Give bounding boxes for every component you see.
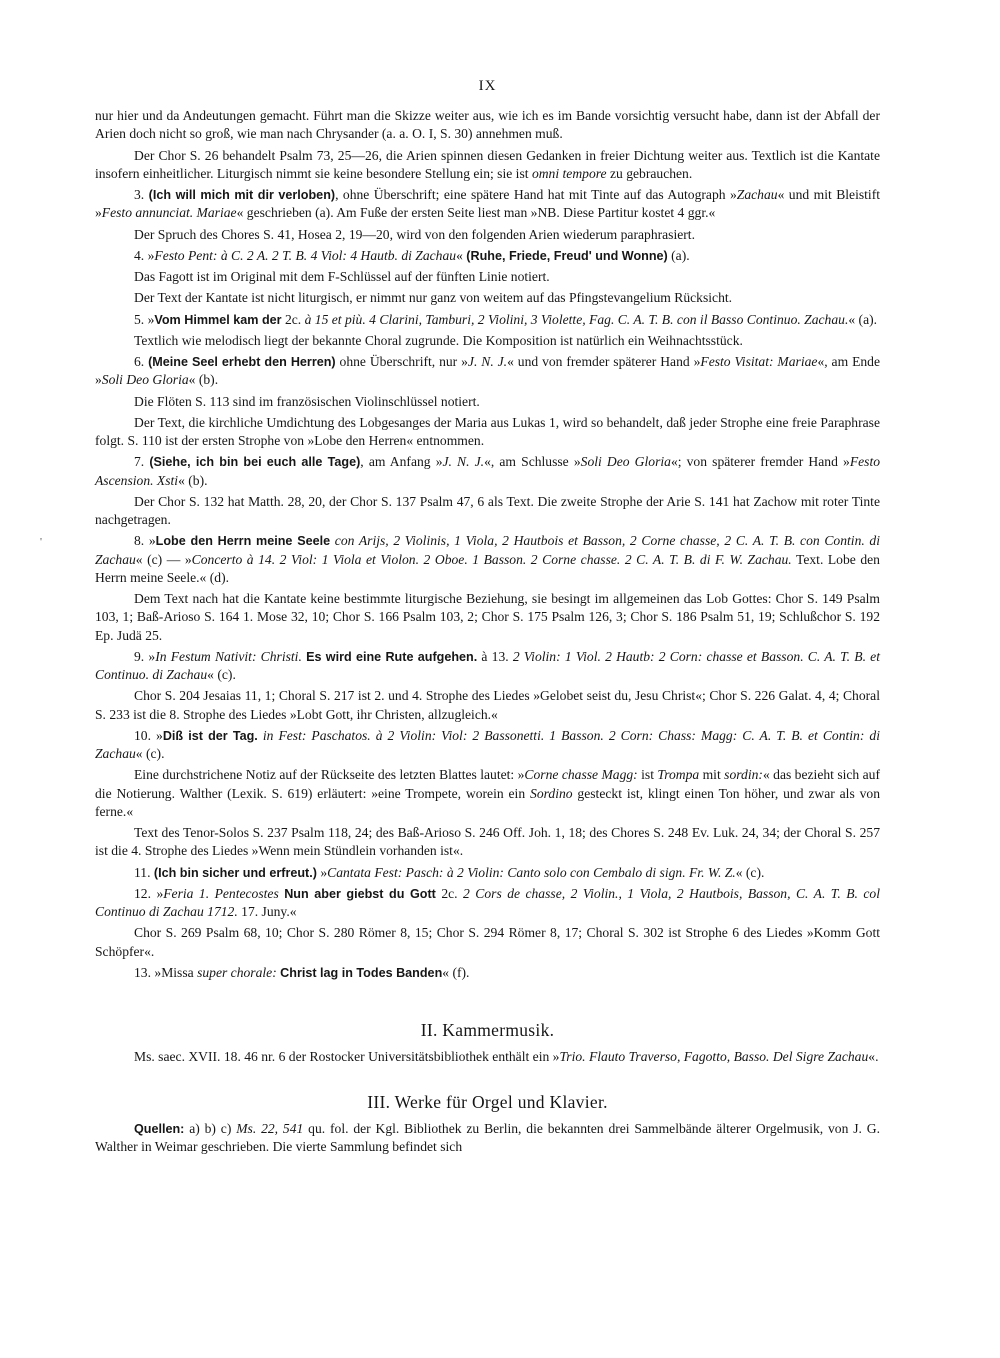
cantata-list [95,107,880,982]
paragraph [95,964,880,982]
paragraph [95,147,880,184]
paragraph [95,414,880,451]
italic-run: 2 Violin: 1 Viol. 2 Hautb: 2 Corn: chasse et Basson. C. A. T. B. et Continuo. di Zachau [95,648,880,682]
paragraph [95,648,880,685]
paragraph [95,247,880,265]
text-run: gesteckt ist, klingt einen Ton höher, und zwar als von ferne.« [95,785,880,819]
paragraph [95,864,880,882]
italic-run: J. N. J. [467,354,508,369]
paragraph [95,766,880,821]
text-run: Der Spruch des Chores S. 41, Hosea 2, 19—20, wird von den folgenden Arien wiederum paraphrasiert. [134,226,695,242]
italic-run: In Festum Nativit: Christi. [155,648,302,664]
text-run: « und von fremder späterer Hand » [507,354,701,369]
text-run: 6. [134,354,149,369]
text-run: 12. » [134,885,164,901]
italic-run: Trio. Flauto Traverso, Fagotto, Basso. Del Sigre Zachau [559,1049,869,1065]
page-number: IX [478,78,497,94]
text-run: 10. » [134,727,163,743]
text-run: a) b) c) [184,1120,237,1136]
text-run: 4. » [134,247,155,263]
italic-run: super chorale: [197,964,277,980]
text-run: 2c. [281,311,305,327]
text-run: qu. fol. der Kgl. Bibliothek zu Berlin, die bekannten drei Sammelbände älterer Orgelmusik, von J. G. Walther in Weimar geschrieben. Die vierte Sammlung befindet sich [95,1120,880,1154]
bold-title-run: Nun aber giebst du Gott [284,886,436,901]
italic-run: Ms. 22, 541 [236,1120,304,1136]
italic-run: Festo annunciat. Mariae [101,205,237,221]
bold-title-run: (Meine Seel erhebt den Herren) [148,355,336,369]
text-run: « (b). [188,372,219,388]
italic-run: 2 Cors de chasse, 2 Violin., 1 Viola, 2 Hautbois, Basson, C. A. T. B. col Continuo di Zachau 1712. [95,885,880,919]
text-run: Der Chor S. 26 behandelt Psalm 73, 25—26, die Arien spinnen diesen Gedanken in freier Dichtung weiter aus. Textlich ist die Kantate insofern einheitlicher. Liturgisch nimmt sie keine besondere Stellung ein; sie ist [95,147,880,181]
text-run: «, am Ende » [95,354,881,388]
text-run: Der Text, die kirchliche Umdichtung des Lobgesanges der Maria aus Lukas 1, wird so behandelt, daß jeder Strophe eine freie Paraphrase folgt. S. 110 ist der ersten Strophe von »Lobe den Herren« entnommen. [95,414,880,448]
italic-run: Festo Pent: à C. 2 A. 2 T. B. 4 Viol: 4 Hautb. di Zachau [154,247,457,263]
italic-run: Concerto à 14. 2 Viol: 1 Viola et Violon. 2 Oboe. 1 Basson. 2 Corne chasse. 2 C. A. T. B. di F. W. Zachau. [191,551,792,567]
text-run: 2c. [435,885,464,901]
text-run: «, am Schlusse » [484,454,581,470]
text-run: Chor S. 269 Psalm 68, 10; Chor S. 280 Römer 8, 15; Chor S. 294 Römer 8, 17; Choral S. 302 ist Strophe 6 des Liedes »Komm Gott Schöpfer«. [95,925,880,959]
italic-run: à 15 et più. 4 Clarini, Tamburi, 2 Violini, 3 Violette, Fag. C. A. T. B. con il Basso Continuo. Zachau. [304,311,849,327]
paragraph [95,393,880,411]
text-run: « (b). [178,472,208,488]
chamber-music-paragraph [95,1048,880,1066]
document-body [95,107,880,1159]
section-heading-organ-works: III. Werke für Orgel und Klavier. [367,1091,608,1112]
italic-run: omni tempore [531,165,607,181]
text-run: Der Text der Kantate ist nicht liturgisch, er nimmt nur ganz von weitem auf das Pfingstevangelium Rücksicht. [134,290,733,306]
stray-mark: ' [40,536,42,548]
text-run: » [316,864,328,880]
italic-run: Trompa [657,767,700,783]
text-run: 11. [134,864,154,880]
bold-title-run: Quellen: [134,1121,185,1136]
bold-title-run: Lobe den Herrn meine Seele [155,534,331,549]
text-run: Die Flöten S. 113 sind im französischen Violinschlüssel notiert. [134,393,480,409]
italic-run: Festo Ascension. Xsti [95,454,881,488]
paragraph [95,107,880,144]
paragraph [95,687,880,724]
italic-run: Cantata Fest: Pasch: à 2 Violin: Canto solo con Cembalo di sign. Fr. W. Z. [327,864,736,880]
paragraph [95,885,880,922]
text-run: zu gebrauchen. [606,165,693,181]
sources-paragraph [95,1120,880,1157]
text-run: à 13. [477,648,513,664]
text-run: « (c). [207,667,236,682]
bold-title-run: Es wird eine Rute aufgehen. [306,649,478,664]
italic-run: Soli Deo Gloria [580,454,671,470]
italic-run: Zachau [736,187,778,202]
italic-run: con Arijs, 2 Violinis, 1 Viola, 2 Hautbois et Basson, 2 Corne chasse, 2 C. A. T. B. con Contin. di Zachau [95,533,881,567]
bold-title-run: (Ruhe, Friede, Freud' und Wonne) [466,248,668,263]
italic-run: Festo Visitat: Mariae [700,354,818,369]
text-run: « (c). [135,746,165,761]
text-run: Textlich wie melodisch liegt der bekannte Choral zugrunde. Die Komposition ist natürlich ein Weihnachtsstück. [134,332,743,348]
text-run: Der Chor S. 132 hat Matth. 28, 20, der Chor S. 137 Psalm 47, 6 als Text. Die zweite Strophe der Arie S. 141 hat Zachow mit roter Tinte nachgetragen. [95,493,880,527]
text-run: « geschrieben (a). Am Fuße der ersten Seite liest man »NB. Diese Partitur kostet 4 ggr.« [236,205,716,221]
paragraph [95,289,880,307]
bold-title-run: (Ich will mich mit dir verloben) [148,188,336,202]
text-run: 5. » [134,311,155,327]
text-run: Das Fagott ist im Original mit dem F-Schlüssel auf der fünften Linie notiert. [134,269,550,284]
paragraph [95,493,880,530]
bold-title-run: Vom Himmel kam der [154,312,282,327]
text-run: , ohne Überschrift; eine spätere Hand hat mit Tinte auf das Autograph » [335,187,737,202]
text-run: «. [868,1049,879,1065]
text-run: Ms. saec. XVII. 18. 46 nr. 6 der Rostocker Universitätsbibliothek enthält ein » [134,1049,560,1065]
italic-run: Feria 1. Pentecostes [163,885,279,901]
section-heading-chamber-music: II. Kammermusik. [420,1020,555,1040]
paragraph [95,453,880,490]
text-run: ohne Überschrift, nur » [335,354,468,369]
text-run: 9. » [134,648,156,664]
text-run: , am Anfang » [360,454,443,470]
paragraph [95,824,880,861]
italic-run: in Fest: Paschatos. à 2 Violin: Viol: 2 Bassonetti. 1 Basson. 2 Corn: Chass: Magg: C. A. T. B. et Contin: di Zachau [95,727,880,761]
bold-title-run: (Ich bin sicher und erfreut.) [153,865,317,880]
paragraph [95,332,880,350]
text-run: «; von späterer fremder Hand » [670,454,850,470]
text-run: « das bezieht sich auf die Notierung. Walther (Lexik. S. 619) erläutert: »eine Trompete, worein ein [95,767,880,801]
text-run: « (c). [735,864,765,880]
document-page [95,0,880,1358]
text-run: 17. Juny.« [237,904,297,919]
paragraph [95,226,880,244]
text-run: ist [637,767,658,783]
text-run: 8. » [134,533,156,549]
text-run: 3. [134,187,149,202]
bold-title-run: Christ lag in Todes Banden [280,965,443,980]
text-run: « (a). [848,311,878,327]
paragraph [95,590,880,645]
paragraph [95,924,880,961]
italic-run: J. N. J. [442,454,485,470]
text-run: (a). [667,247,690,263]
bold-title-run: Diß ist der Tag. [162,728,258,743]
text-run: « und mit Bleistift » [95,187,880,221]
text-run: « [456,247,467,263]
text-run: 7. [134,454,150,470]
italic-run: sordin: [724,767,763,783]
text-run: mit [699,767,725,783]
paragraph [95,186,880,223]
text-run: nur hier und da Andeutungen gemacht. Führt man die Skizze weiter aus, wie ich es im Bande vorsichtig versucht habe, dann ist der Abfall der Arien doch nicht so groß, wie man nach Chrysander (a. a. O. I, S. 30) annehmen muß. [95,108,880,142]
text-run: Dem Text nach hat die Kantate keine bestimmte liturgische Beziehung, sie besingt im allgemeinen das Lob Gottes: Chor S. 149 Psalm 103, 1; Baß-Arioso S. 164 1. Mose 32, 10; Chor S. 166 Psalm 103, 2; Chor S. 175 Psalm 126, 3; Chor S. 186 Psalm 51, 19; Schlußchor S. 192 Ep. Judä 25. [95,591,880,643]
paragraph [95,311,880,329]
bold-title-run: (Siehe, ich bin bei euch alle Tage) [149,455,361,470]
paragraph [95,353,880,390]
italic-run: Soli Deo Gloria [101,372,189,388]
text-run: Chor S. 204 Jesaias 11, 1; Choral S. 217 ist 2. und 4. Strophe des Liedes »Gelobet seist du, Jesu Christ«; Chor S. 226 Galat. 4, 4; Choral S. 233 ist die 8. Strophe des Liedes »Lobt Gott, ihr Christen, allzugleich.« [95,688,880,722]
italic-run: Sordino [530,785,573,801]
text-run: Text. Lobe den Herrn meine Seele.« (d). [95,551,880,585]
paragraph [95,268,880,286]
paragraph [95,532,880,587]
italic-run: Corne chasse Magg: [524,767,638,783]
text-run: Eine durchstrichene Notiz auf der Rückseite des letzten Blattes lautet: » [134,767,525,783]
paragraph [95,727,880,764]
text-run: « (f). [442,964,470,980]
text-run: « (c) — » [135,551,192,567]
text-run: 13. »Missa [134,964,198,980]
text-run: Text des Tenor-Solos S. 237 Psalm 118, 24; des Baß-Arioso S. 246 Off. Joh. 1, 18; des Chores S. 248 Ev. Luk. 24, 34; der Choral S. 257 ist die 4. Strophe des Liedes »Wenn mein Stündlein vorhanden ist«. [95,825,880,859]
